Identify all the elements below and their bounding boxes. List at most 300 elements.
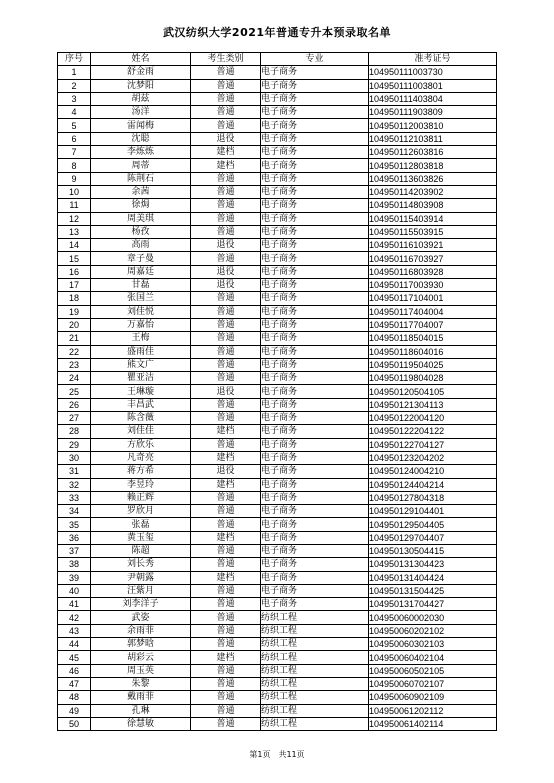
cell-exam-number: 104950129104401 bbox=[369, 505, 497, 518]
cell-name: 徐慧敏 bbox=[91, 717, 191, 730]
cell-exam-number: 104950060002030 bbox=[369, 611, 497, 624]
cell-exam-number: 104950117404004 bbox=[369, 305, 497, 318]
cell-candidate-type: 普通 bbox=[191, 611, 261, 624]
cell-candidate-type: 普通 bbox=[191, 677, 261, 690]
cell-major: 电子商务 bbox=[261, 146, 369, 159]
cell-serial-number: 46 bbox=[58, 664, 91, 677]
cell-candidate-type: 普通 bbox=[191, 212, 261, 225]
cell-major: 电子商务 bbox=[261, 239, 369, 252]
cell-serial-number: 11 bbox=[58, 199, 91, 212]
cell-major: 纺织工程 bbox=[261, 638, 369, 651]
cell-candidate-type: 普通 bbox=[191, 292, 261, 305]
table-row bbox=[58, 438, 497, 451]
table-row bbox=[58, 584, 497, 597]
cell-name: 余雨菲 bbox=[91, 624, 191, 637]
cell-name: 凡奇亮 bbox=[91, 451, 191, 464]
cell-serial-number: 10 bbox=[58, 185, 91, 198]
cell-candidate-type: 普通 bbox=[191, 584, 261, 597]
cell-candidate-type: 普通 bbox=[191, 491, 261, 504]
table-row bbox=[58, 172, 497, 185]
cell-exam-number: 104950112603816 bbox=[369, 146, 497, 159]
cell-major: 纺织工程 bbox=[261, 651, 369, 664]
cell-name: 杨孜 bbox=[91, 225, 191, 238]
page-title: 武汉纺织大学2021年普通专升本预录取名单 bbox=[162, 26, 392, 39]
cell-major: 电子商务 bbox=[261, 79, 369, 92]
table-header-row bbox=[58, 53, 497, 66]
header-candidate-type: 考生类别 bbox=[191, 53, 261, 66]
cell-exam-number: 104950115403914 bbox=[369, 212, 497, 225]
header-exam-number: 准考证号 bbox=[369, 53, 497, 66]
cell-serial-number: 28 bbox=[58, 425, 91, 438]
cell-serial-number: 23 bbox=[58, 358, 91, 371]
cell-name: 瞿亚洁 bbox=[91, 372, 191, 385]
cell-candidate-type: 普通 bbox=[191, 691, 261, 704]
cell-exam-number: 104950060202102 bbox=[369, 624, 497, 637]
cell-name: 刘李洋子 bbox=[91, 598, 191, 611]
cell-name: 朱黎 bbox=[91, 677, 191, 690]
cell-major: 电子商务 bbox=[261, 92, 369, 105]
cell-serial-number: 22 bbox=[58, 345, 91, 358]
cell-exam-number: 104950113603826 bbox=[369, 172, 497, 185]
cell-exam-number: 104950060902109 bbox=[369, 691, 497, 704]
cell-candidate-type: 普通 bbox=[191, 92, 261, 105]
cell-serial-number: 35 bbox=[58, 518, 91, 531]
cell-exam-number: 104950117003930 bbox=[369, 279, 497, 292]
cell-serial-number: 34 bbox=[58, 505, 91, 518]
cell-exam-number: 104950131504425 bbox=[369, 584, 497, 597]
cell-serial-number: 3 bbox=[58, 92, 91, 105]
cell-major: 纺织工程 bbox=[261, 677, 369, 690]
cell-exam-number: 104950124404214 bbox=[369, 478, 497, 491]
cell-major: 纺织工程 bbox=[261, 704, 369, 717]
cell-candidate-type: 建档 bbox=[191, 531, 261, 544]
cell-exam-number: 104950121304113 bbox=[369, 398, 497, 411]
cell-serial-number: 41 bbox=[58, 598, 91, 611]
table-row bbox=[58, 651, 497, 664]
table-row bbox=[58, 345, 497, 358]
table-row bbox=[58, 398, 497, 411]
cell-major: 电子商务 bbox=[261, 345, 369, 358]
cell-candidate-type: 普通 bbox=[191, 79, 261, 92]
cell-major: 纺织工程 bbox=[261, 717, 369, 730]
cell-name: 王梅 bbox=[91, 332, 191, 345]
cell-candidate-type: 普通 bbox=[191, 106, 261, 119]
cell-candidate-type: 退役 bbox=[191, 265, 261, 278]
cell-candidate-type: 普通 bbox=[191, 438, 261, 451]
table-row bbox=[58, 372, 497, 385]
cell-exam-number: 104950114803908 bbox=[369, 199, 497, 212]
cell-major: 电子商务 bbox=[261, 505, 369, 518]
cell-serial-number: 39 bbox=[58, 571, 91, 584]
cell-serial-number: 37 bbox=[58, 544, 91, 557]
cell-name: 陈含薇 bbox=[91, 412, 191, 425]
table-row bbox=[58, 132, 497, 145]
cell-major: 电子商务 bbox=[261, 385, 369, 398]
cell-candidate-type: 普通 bbox=[191, 252, 261, 265]
table-row bbox=[58, 239, 497, 252]
table-row bbox=[58, 212, 497, 225]
cell-candidate-type: 普通 bbox=[191, 598, 261, 611]
cell-exam-number: 104950129504405 bbox=[369, 518, 497, 531]
header-serial-number: 序号 bbox=[58, 53, 91, 66]
cell-serial-number: 27 bbox=[58, 412, 91, 425]
cell-name: 周玉英 bbox=[91, 664, 191, 677]
cell-serial-number: 42 bbox=[58, 611, 91, 624]
cell-exam-number: 104950111003801 bbox=[369, 79, 497, 92]
cell-serial-number: 31 bbox=[58, 465, 91, 478]
cell-serial-number: 18 bbox=[58, 292, 91, 305]
cell-major: 电子商务 bbox=[261, 318, 369, 331]
cell-serial-number: 40 bbox=[58, 584, 91, 597]
table-row bbox=[58, 691, 497, 704]
cell-serial-number: 30 bbox=[58, 451, 91, 464]
cell-candidate-type: 普通 bbox=[191, 225, 261, 238]
cell-candidate-type: 普通 bbox=[191, 518, 261, 531]
cell-serial-number: 8 bbox=[58, 159, 91, 172]
cell-candidate-type: 普通 bbox=[191, 66, 261, 79]
cell-exam-number: 104950111003730 bbox=[369, 66, 497, 79]
cell-major: 电子商务 bbox=[261, 531, 369, 544]
cell-exam-number: 104950116103921 bbox=[369, 239, 497, 252]
cell-candidate-type: 普通 bbox=[191, 332, 261, 345]
header-name: 姓名 bbox=[91, 53, 191, 66]
cell-major: 纺织工程 bbox=[261, 611, 369, 624]
table-row bbox=[58, 146, 497, 159]
cell-major: 电子商务 bbox=[261, 491, 369, 504]
cell-name: 张国兰 bbox=[91, 292, 191, 305]
cell-serial-number: 20 bbox=[58, 318, 91, 331]
table-row bbox=[58, 491, 497, 504]
cell-exam-number: 104950118504015 bbox=[369, 332, 497, 345]
cell-major: 电子商务 bbox=[261, 438, 369, 451]
table-row bbox=[58, 106, 497, 119]
cell-name: 张磊 bbox=[91, 518, 191, 531]
cell-major: 电子商务 bbox=[261, 584, 369, 597]
cell-major: 电子商务 bbox=[261, 518, 369, 531]
cell-candidate-type: 普通 bbox=[191, 717, 261, 730]
cell-candidate-type: 建档 bbox=[191, 651, 261, 664]
cell-serial-number: 2 bbox=[58, 79, 91, 92]
table-row bbox=[58, 611, 497, 624]
cell-major: 电子商务 bbox=[261, 412, 369, 425]
cell-serial-number: 15 bbox=[58, 252, 91, 265]
cell-exam-number: 104950111403804 bbox=[369, 92, 497, 105]
cell-major: 电子商务 bbox=[261, 372, 369, 385]
cell-major: 电子商务 bbox=[261, 292, 369, 305]
table-row bbox=[58, 66, 497, 79]
cell-name: 熊文广 bbox=[91, 358, 191, 371]
cell-name: 蒋方希 bbox=[91, 465, 191, 478]
cell-candidate-type: 退役 bbox=[191, 239, 261, 252]
cell-name: 汪紫月 bbox=[91, 584, 191, 597]
table-row bbox=[58, 664, 497, 677]
cell-candidate-type: 普通 bbox=[191, 305, 261, 318]
cell-candidate-type: 普通 bbox=[191, 372, 261, 385]
cell-exam-number: 104950116703927 bbox=[369, 252, 497, 265]
cell-serial-number: 21 bbox=[58, 332, 91, 345]
cell-name: 罗欣月 bbox=[91, 505, 191, 518]
table-row bbox=[58, 185, 497, 198]
cell-exam-number: 104950060402104 bbox=[369, 651, 497, 664]
cell-serial-number: 32 bbox=[58, 478, 91, 491]
cell-major: 电子商务 bbox=[261, 332, 369, 345]
cell-name: 雷闻梅 bbox=[91, 119, 191, 132]
cell-major: 纺织工程 bbox=[261, 624, 369, 637]
table-row bbox=[58, 225, 497, 238]
cell-name: 汤洋 bbox=[91, 106, 191, 119]
cell-candidate-type: 建档 bbox=[191, 159, 261, 172]
cell-name: 刘佳悦 bbox=[91, 305, 191, 318]
table-row bbox=[58, 571, 497, 584]
cell-serial-number: 4 bbox=[58, 106, 91, 119]
table-row bbox=[58, 704, 497, 717]
cell-major: 电子商务 bbox=[261, 398, 369, 411]
cell-serial-number: 44 bbox=[58, 638, 91, 651]
table-row bbox=[58, 505, 497, 518]
cell-major: 电子商务 bbox=[261, 199, 369, 212]
table-row bbox=[58, 518, 497, 531]
table-row bbox=[58, 425, 497, 438]
cell-serial-number: 48 bbox=[58, 691, 91, 704]
table-row bbox=[58, 558, 497, 571]
cell-exam-number: 104950115503915 bbox=[369, 225, 497, 238]
cell-exam-number: 104950119804028 bbox=[369, 372, 497, 385]
table-row bbox=[58, 305, 497, 318]
cell-major: 电子商务 bbox=[261, 172, 369, 185]
table-row bbox=[58, 544, 497, 557]
cell-exam-number: 104950120504105 bbox=[369, 385, 497, 398]
cell-serial-number: 47 bbox=[58, 677, 91, 690]
cell-exam-number: 104950116803928 bbox=[369, 265, 497, 278]
table-row bbox=[58, 598, 497, 611]
cell-exam-number: 104950130504415 bbox=[369, 544, 497, 557]
cell-major: 纺织工程 bbox=[261, 664, 369, 677]
cell-exam-number: 104950122704127 bbox=[369, 438, 497, 451]
cell-serial-number: 7 bbox=[58, 146, 91, 159]
cell-name: 武姿 bbox=[91, 611, 191, 624]
cell-major: 电子商务 bbox=[261, 132, 369, 145]
cell-name: 陈超 bbox=[91, 544, 191, 557]
cell-name: 黄玉玺 bbox=[91, 531, 191, 544]
cell-name: 舒金雨 bbox=[91, 66, 191, 79]
cell-name: 方欣乐 bbox=[91, 438, 191, 451]
cell-name: 沈梦阳 bbox=[91, 79, 191, 92]
cell-candidate-type: 退役 bbox=[191, 385, 261, 398]
cell-name: 郭梦晗 bbox=[91, 638, 191, 651]
cell-major: 电子商务 bbox=[261, 465, 369, 478]
cell-name: 周美琪 bbox=[91, 212, 191, 225]
cell-candidate-type: 建档 bbox=[191, 451, 261, 464]
cell-serial-number: 29 bbox=[58, 438, 91, 451]
cell-name: 陈荆石 bbox=[91, 172, 191, 185]
cell-exam-number: 104950117104001 bbox=[369, 292, 497, 305]
cell-candidate-type: 普通 bbox=[191, 318, 261, 331]
table-row bbox=[58, 478, 497, 491]
cell-candidate-type: 普通 bbox=[191, 624, 261, 637]
cell-serial-number: 1 bbox=[58, 66, 91, 79]
cell-major: 电子商务 bbox=[261, 544, 369, 557]
cell-candidate-type: 建档 bbox=[191, 425, 261, 438]
cell-major: 电子商务 bbox=[261, 425, 369, 438]
table-row bbox=[58, 451, 497, 464]
cell-serial-number: 50 bbox=[58, 717, 91, 730]
cell-candidate-type: 普通 bbox=[191, 185, 261, 198]
cell-major: 电子商务 bbox=[261, 558, 369, 571]
cell-exam-number: 104950129704407 bbox=[369, 531, 497, 544]
cell-major: 电子商务 bbox=[261, 159, 369, 172]
table-body bbox=[58, 66, 497, 731]
cell-name: 尹朝露 bbox=[91, 571, 191, 584]
cell-name: 刘长秀 bbox=[91, 558, 191, 571]
table-row bbox=[58, 199, 497, 212]
cell-candidate-type: 建档 bbox=[191, 146, 261, 159]
cell-name: 周蒂 bbox=[91, 159, 191, 172]
cell-candidate-type: 普通 bbox=[191, 172, 261, 185]
table-row bbox=[58, 159, 497, 172]
table-row bbox=[58, 92, 497, 105]
cell-name: 高雨 bbox=[91, 239, 191, 252]
cell-name: 甘磊 bbox=[91, 279, 191, 292]
cell-candidate-type: 普通 bbox=[191, 558, 261, 571]
cell-exam-number: 104950124004210 bbox=[369, 465, 497, 478]
cell-serial-number: 13 bbox=[58, 225, 91, 238]
cell-major: 电子商务 bbox=[261, 225, 369, 238]
cell-candidate-type: 建档 bbox=[191, 478, 261, 491]
cell-candidate-type: 普通 bbox=[191, 704, 261, 717]
cell-name: 戴雨菲 bbox=[91, 691, 191, 704]
cell-exam-number: 104950122204122 bbox=[369, 425, 497, 438]
cell-serial-number: 43 bbox=[58, 624, 91, 637]
cell-candidate-type: 退役 bbox=[191, 465, 261, 478]
cell-serial-number: 49 bbox=[58, 704, 91, 717]
cell-candidate-type: 普通 bbox=[191, 358, 261, 371]
cell-serial-number: 12 bbox=[58, 212, 91, 225]
cell-major: 电子商务 bbox=[261, 106, 369, 119]
cell-name: 盛雨佳 bbox=[91, 345, 191, 358]
cell-major: 电子商务 bbox=[261, 305, 369, 318]
cell-exam-number: 104950111903809 bbox=[369, 106, 497, 119]
cell-name: 李炼炼 bbox=[91, 146, 191, 159]
table-row bbox=[58, 119, 497, 132]
page-footer: 第1页 共11页 bbox=[249, 750, 305, 759]
cell-exam-number: 104950112003810 bbox=[369, 119, 497, 132]
cell-candidate-type: 建档 bbox=[191, 571, 261, 584]
cell-name: 王琳璇 bbox=[91, 385, 191, 398]
table-row bbox=[58, 624, 497, 637]
cell-name: 丰昌武 bbox=[91, 398, 191, 411]
cell-serial-number: 19 bbox=[58, 305, 91, 318]
cell-candidate-type: 普通 bbox=[191, 638, 261, 651]
cell-serial-number: 17 bbox=[58, 279, 91, 292]
cell-candidate-type: 退役 bbox=[191, 132, 261, 145]
cell-exam-number: 104950131304423 bbox=[369, 558, 497, 571]
table-row bbox=[58, 385, 497, 398]
table-row bbox=[58, 265, 497, 278]
cell-serial-number: 45 bbox=[58, 651, 91, 664]
cell-name: 胡兹 bbox=[91, 92, 191, 105]
table-row bbox=[58, 531, 497, 544]
table-row bbox=[58, 717, 497, 730]
cell-candidate-type: 退役 bbox=[191, 279, 261, 292]
cell-exam-number: 104950060302103 bbox=[369, 638, 497, 651]
cell-exam-number: 104950119504025 bbox=[369, 358, 497, 371]
cell-serial-number: 24 bbox=[58, 372, 91, 385]
cell-exam-number: 104950060702107 bbox=[369, 677, 497, 690]
cell-exam-number: 104950117704007 bbox=[369, 318, 497, 331]
table-row bbox=[58, 292, 497, 305]
table-row bbox=[58, 412, 497, 425]
cell-name: 刘佳佳 bbox=[91, 425, 191, 438]
cell-exam-number: 104950060502105 bbox=[369, 664, 497, 677]
table-row bbox=[58, 465, 497, 478]
cell-major: 电子商务 bbox=[261, 66, 369, 79]
admission-table bbox=[57, 52, 497, 731]
cell-major: 纺织工程 bbox=[261, 691, 369, 704]
cell-exam-number: 104950127804318 bbox=[369, 491, 497, 504]
cell-major: 电子商务 bbox=[261, 598, 369, 611]
cell-exam-number: 104950131704427 bbox=[369, 598, 497, 611]
table-row bbox=[58, 79, 497, 92]
cell-candidate-type: 普通 bbox=[191, 119, 261, 132]
cell-name: 孔琳 bbox=[91, 704, 191, 717]
cell-major: 电子商务 bbox=[261, 571, 369, 584]
cell-major: 电子商务 bbox=[261, 252, 369, 265]
cell-major: 电子商务 bbox=[261, 119, 369, 132]
table-row bbox=[58, 318, 497, 331]
cell-serial-number: 16 bbox=[58, 265, 91, 278]
table-row bbox=[58, 638, 497, 651]
cell-serial-number: 14 bbox=[58, 239, 91, 252]
table-row bbox=[58, 332, 497, 345]
cell-name: 徐焗 bbox=[91, 199, 191, 212]
header-major: 专业 bbox=[261, 53, 369, 66]
cell-candidate-type: 普通 bbox=[191, 398, 261, 411]
cell-name: 沈聪 bbox=[91, 132, 191, 145]
cell-major: 电子商务 bbox=[261, 478, 369, 491]
cell-candidate-type: 普通 bbox=[191, 412, 261, 425]
cell-exam-number: 104950061402114 bbox=[369, 717, 497, 730]
cell-major: 电子商务 bbox=[261, 279, 369, 292]
cell-major: 电子商务 bbox=[261, 212, 369, 225]
table-row bbox=[58, 358, 497, 371]
cell-major: 电子商务 bbox=[261, 358, 369, 371]
cell-serial-number: 26 bbox=[58, 398, 91, 411]
cell-exam-number: 104950114203902 bbox=[369, 185, 497, 198]
cell-serial-number: 25 bbox=[58, 385, 91, 398]
table-row bbox=[58, 279, 497, 292]
table-row bbox=[58, 252, 497, 265]
cell-exam-number: 104950118604016 bbox=[369, 345, 497, 358]
cell-exam-number: 104950131404424 bbox=[369, 571, 497, 584]
cell-exam-number: 104950123204202 bbox=[369, 451, 497, 464]
cell-serial-number: 6 bbox=[58, 132, 91, 145]
cell-candidate-type: 普通 bbox=[191, 505, 261, 518]
cell-name: 赖正辉 bbox=[91, 491, 191, 504]
cell-candidate-type: 普通 bbox=[191, 664, 261, 677]
cell-exam-number: 104950061202112 bbox=[369, 704, 497, 717]
table-row bbox=[58, 677, 497, 690]
cell-exam-number: 104950112103811 bbox=[369, 132, 497, 145]
cell-serial-number: 33 bbox=[58, 491, 91, 504]
cell-name: 周嘉廷 bbox=[91, 265, 191, 278]
cell-name: 李昱玲 bbox=[91, 478, 191, 491]
cell-major: 电子商务 bbox=[261, 451, 369, 464]
cell-exam-number: 104950122004120 bbox=[369, 412, 497, 425]
cell-name: 胡彩云 bbox=[91, 651, 191, 664]
cell-major: 电子商务 bbox=[261, 185, 369, 198]
cell-candidate-type: 普通 bbox=[191, 345, 261, 358]
cell-exam-number: 104950112803818 bbox=[369, 159, 497, 172]
